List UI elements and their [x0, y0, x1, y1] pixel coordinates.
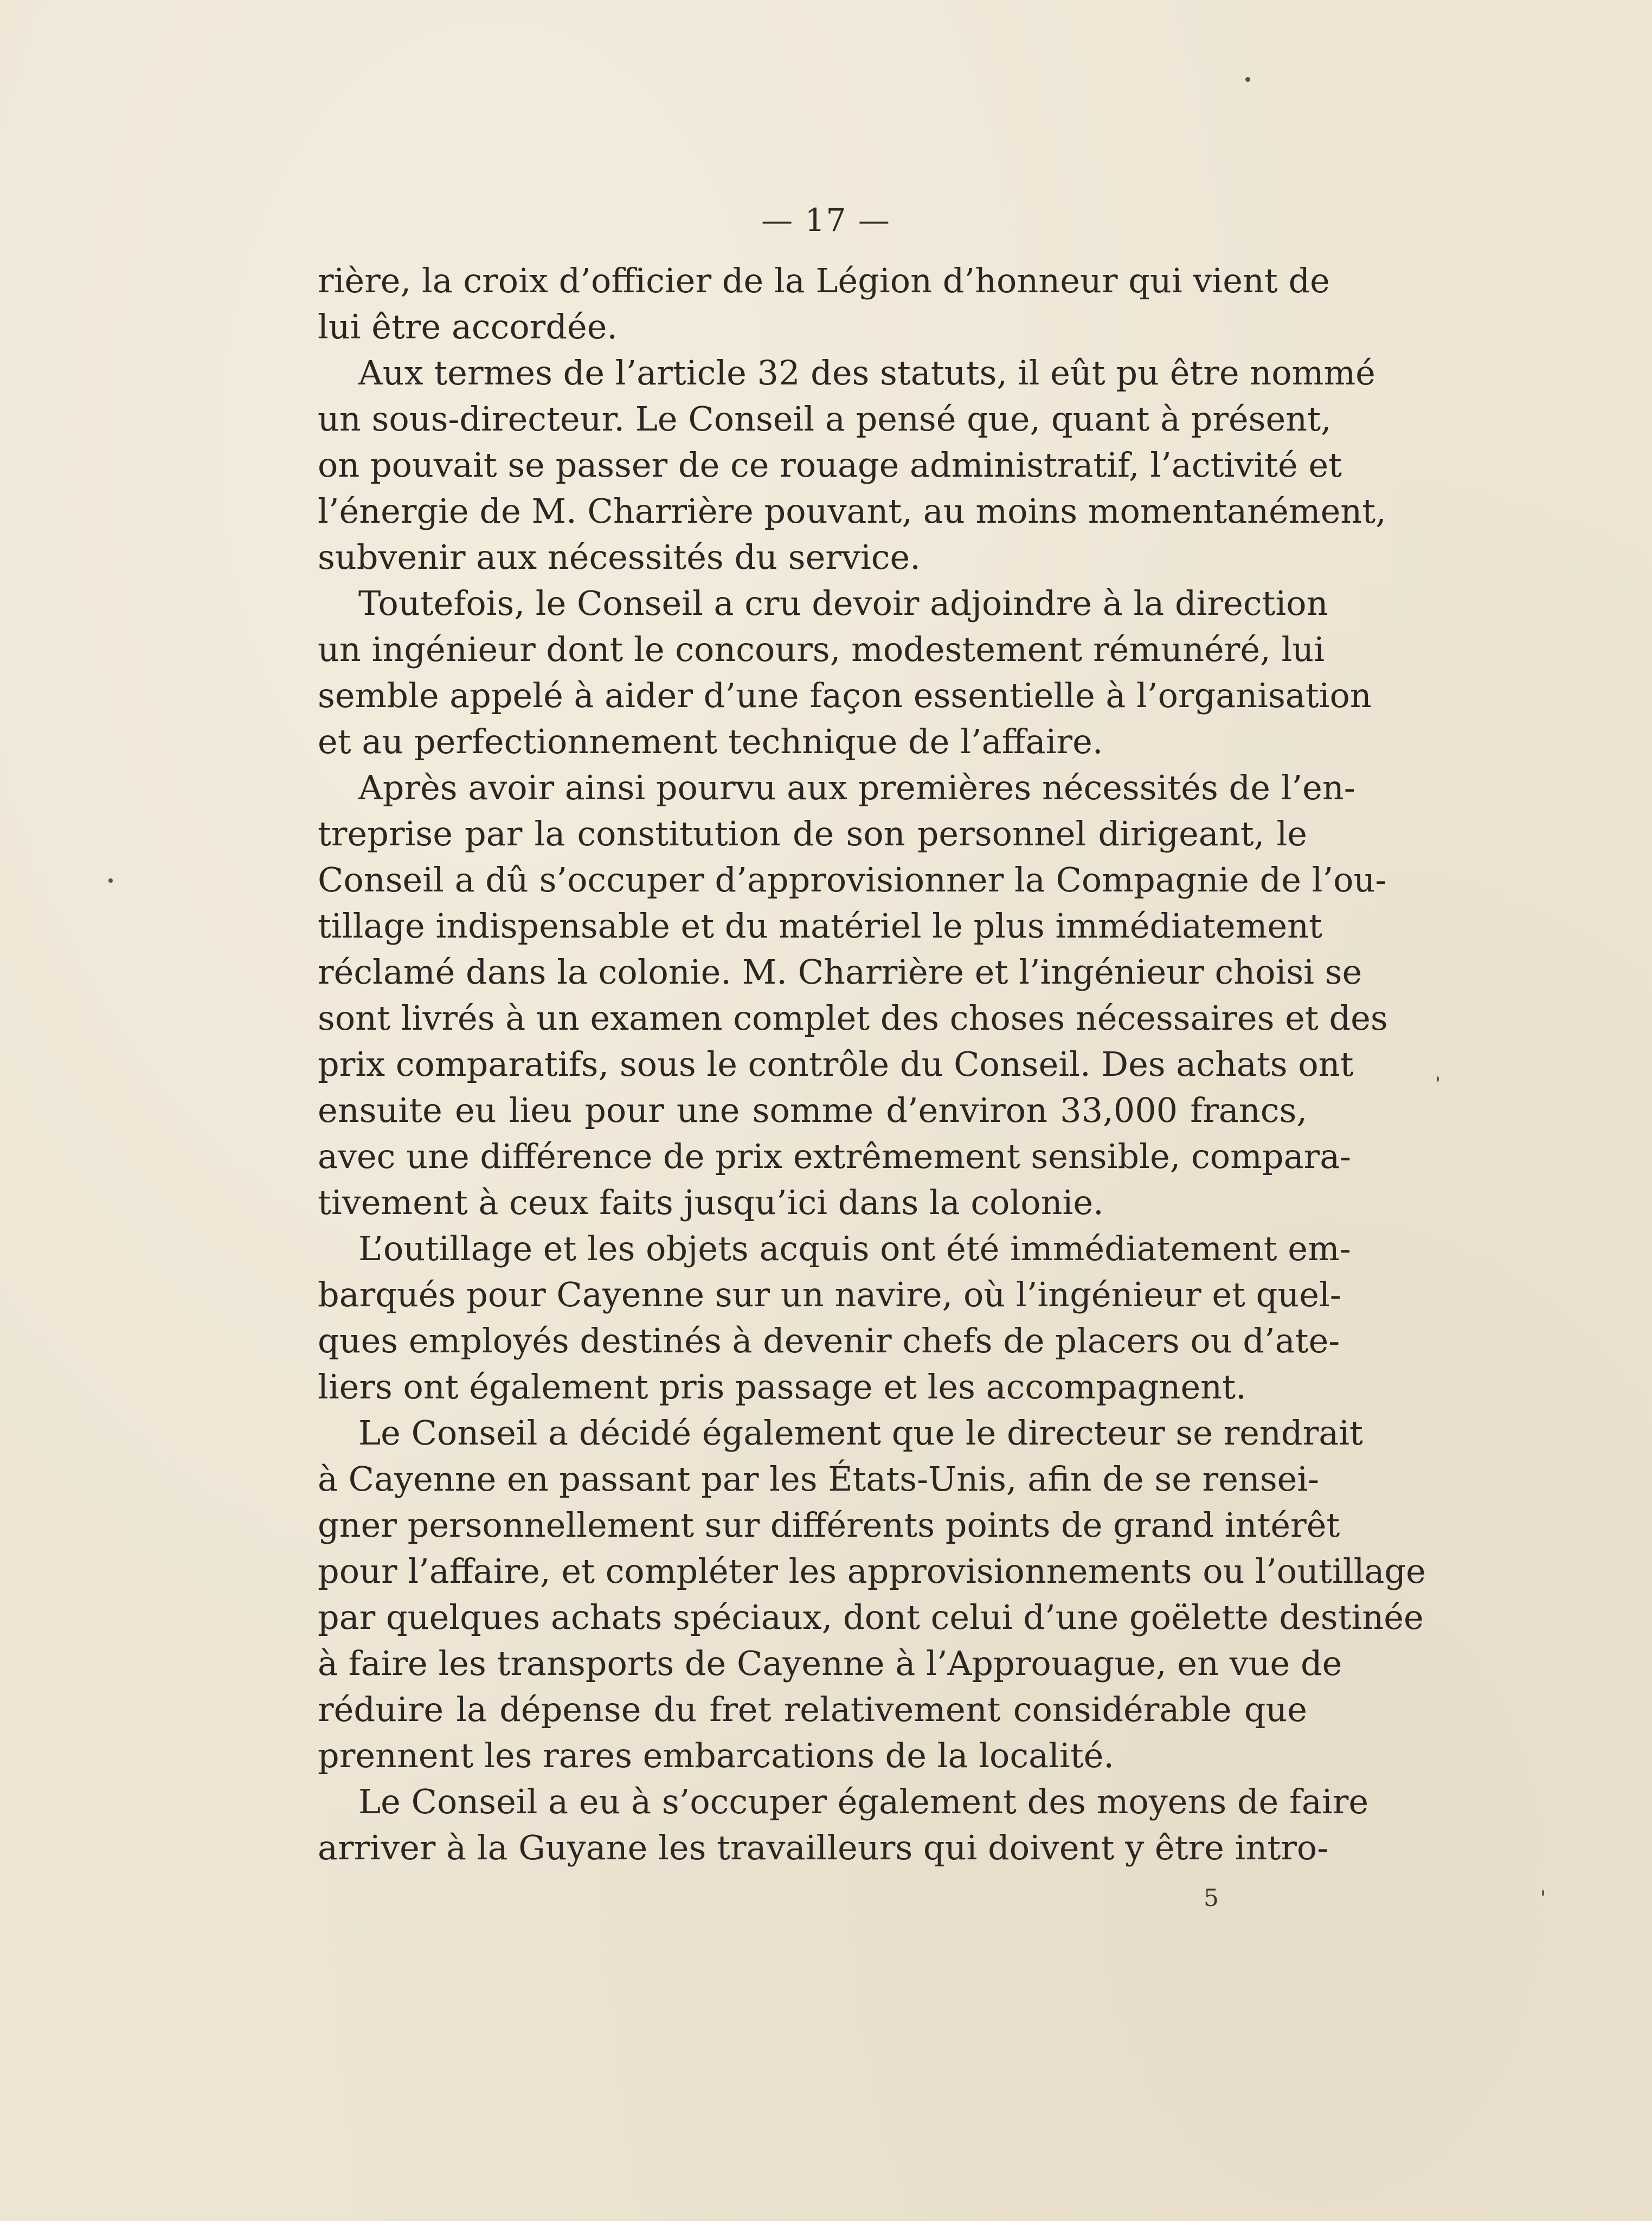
text-line: ensuite eu lieu pour une somme d’environ 33,000 francs,	[318, 1090, 1307, 1130]
text-line: gner personnellement sur différents points de grand intérêt	[318, 1505, 1340, 1545]
paper-speck	[1542, 1890, 1544, 1896]
text-line: subvenir aux nécessités du service.	[318, 537, 921, 577]
text-line: Conseil a dû s’occuper d’approvisionner la Compagnie de l’ou-	[318, 860, 1387, 900]
text-line: à Cayenne en passant par les États-Unis, afin de se rensei-	[318, 1459, 1320, 1499]
text-line: avec une différence de prix extrêmement sensible, compara-	[318, 1137, 1352, 1176]
text-line: à faire les transports de Cayenne à l’Approuague, en vue de	[318, 1644, 1342, 1683]
text-line: arriver à la Guyane les travailleurs qui doivent y être intro-	[318, 1828, 1329, 1867]
text-line: l’énergie de M. Charrière pouvant, au moins momentanément,	[318, 491, 1386, 531]
text-line: Après avoir ainsi pourvu aux premières nécessités de l’en-	[358, 768, 1355, 807]
paper-speck	[1437, 1076, 1439, 1082]
text-line: prix comparatifs, sous le contrôle du Conseil. Des achats ont	[318, 1044, 1354, 1084]
text-line: réduire la dépense du fret relativement considérable que	[318, 1690, 1307, 1729]
text-line: Toutefois, le Conseil a cru devoir adjoindre à la direction	[358, 583, 1328, 623]
text-line: Le Conseil a décidé également que le directeur se rendrait	[358, 1413, 1363, 1453]
text-line: pour l’affaire, et compléter les approvisionnements ou l’outillage	[318, 1551, 1426, 1591]
text-line: un ingénieur dont le concours, modestement rémunéré, lui	[318, 630, 1325, 669]
text-line: tivement à ceux faits jusqu’ici dans la colonie.	[318, 1183, 1104, 1222]
text-line: tillage indispensable et du matériel le plus immédiatement	[318, 906, 1322, 946]
text-line: on pouvait se passer de ce rouage administratif, l’activité et	[318, 445, 1342, 485]
paper-speck	[1245, 77, 1250, 82]
text-line: réclamé dans la colonie. M. Charrière et l’ingénieur choisi se	[318, 952, 1362, 992]
text-line: ques employés destinés à devenir chefs de placers ou d’ate-	[318, 1321, 1340, 1360]
text-line: prennent les rares embarcations de la localité.	[318, 1736, 1115, 1775]
signature-mark: 5	[1204, 1884, 1219, 1912]
text-line: barqués pour Cayenne sur un navire, où l’ingénieur et quel-	[318, 1275, 1341, 1314]
paper-speck	[108, 878, 113, 883]
text-line: un sous-directeur. Le Conseil a pensé que, quant à présent,	[318, 399, 1332, 439]
text-line: L’outillage et les objets acquis ont été immédiatement em-	[358, 1229, 1351, 1268]
text-line: semble appelé à aider d’une façon essentielle à l’organisation	[318, 676, 1372, 715]
text-line: et au perfectionnement technique de l’affaire.	[318, 722, 1103, 761]
page-number: — 17 —	[761, 202, 891, 239]
text-line: par quelques achats spéciaux, dont celui d’une goëlette destinée	[318, 1597, 1424, 1637]
body-text	[318, 258, 1426, 1871]
text-line: treprise par la constitution de son personnel dirigeant, le	[318, 814, 1307, 853]
text-line: lui être accordée.	[318, 307, 618, 346]
text-line: Aux termes de l’article 32 des statuts, il eût pu être nommé	[358, 353, 1375, 393]
text-line: rière, la croix d’officier de la Légion d’honneur qui vient de	[318, 261, 1330, 300]
text-line: liers ont également pris passage et les accompagnent.	[318, 1367, 1246, 1407]
text-line: Le Conseil a eu à s’occuper également des moyens de faire	[358, 1782, 1369, 1821]
text-line: sont livrés à un examen complet des choses nécessaires et des	[318, 998, 1388, 1038]
